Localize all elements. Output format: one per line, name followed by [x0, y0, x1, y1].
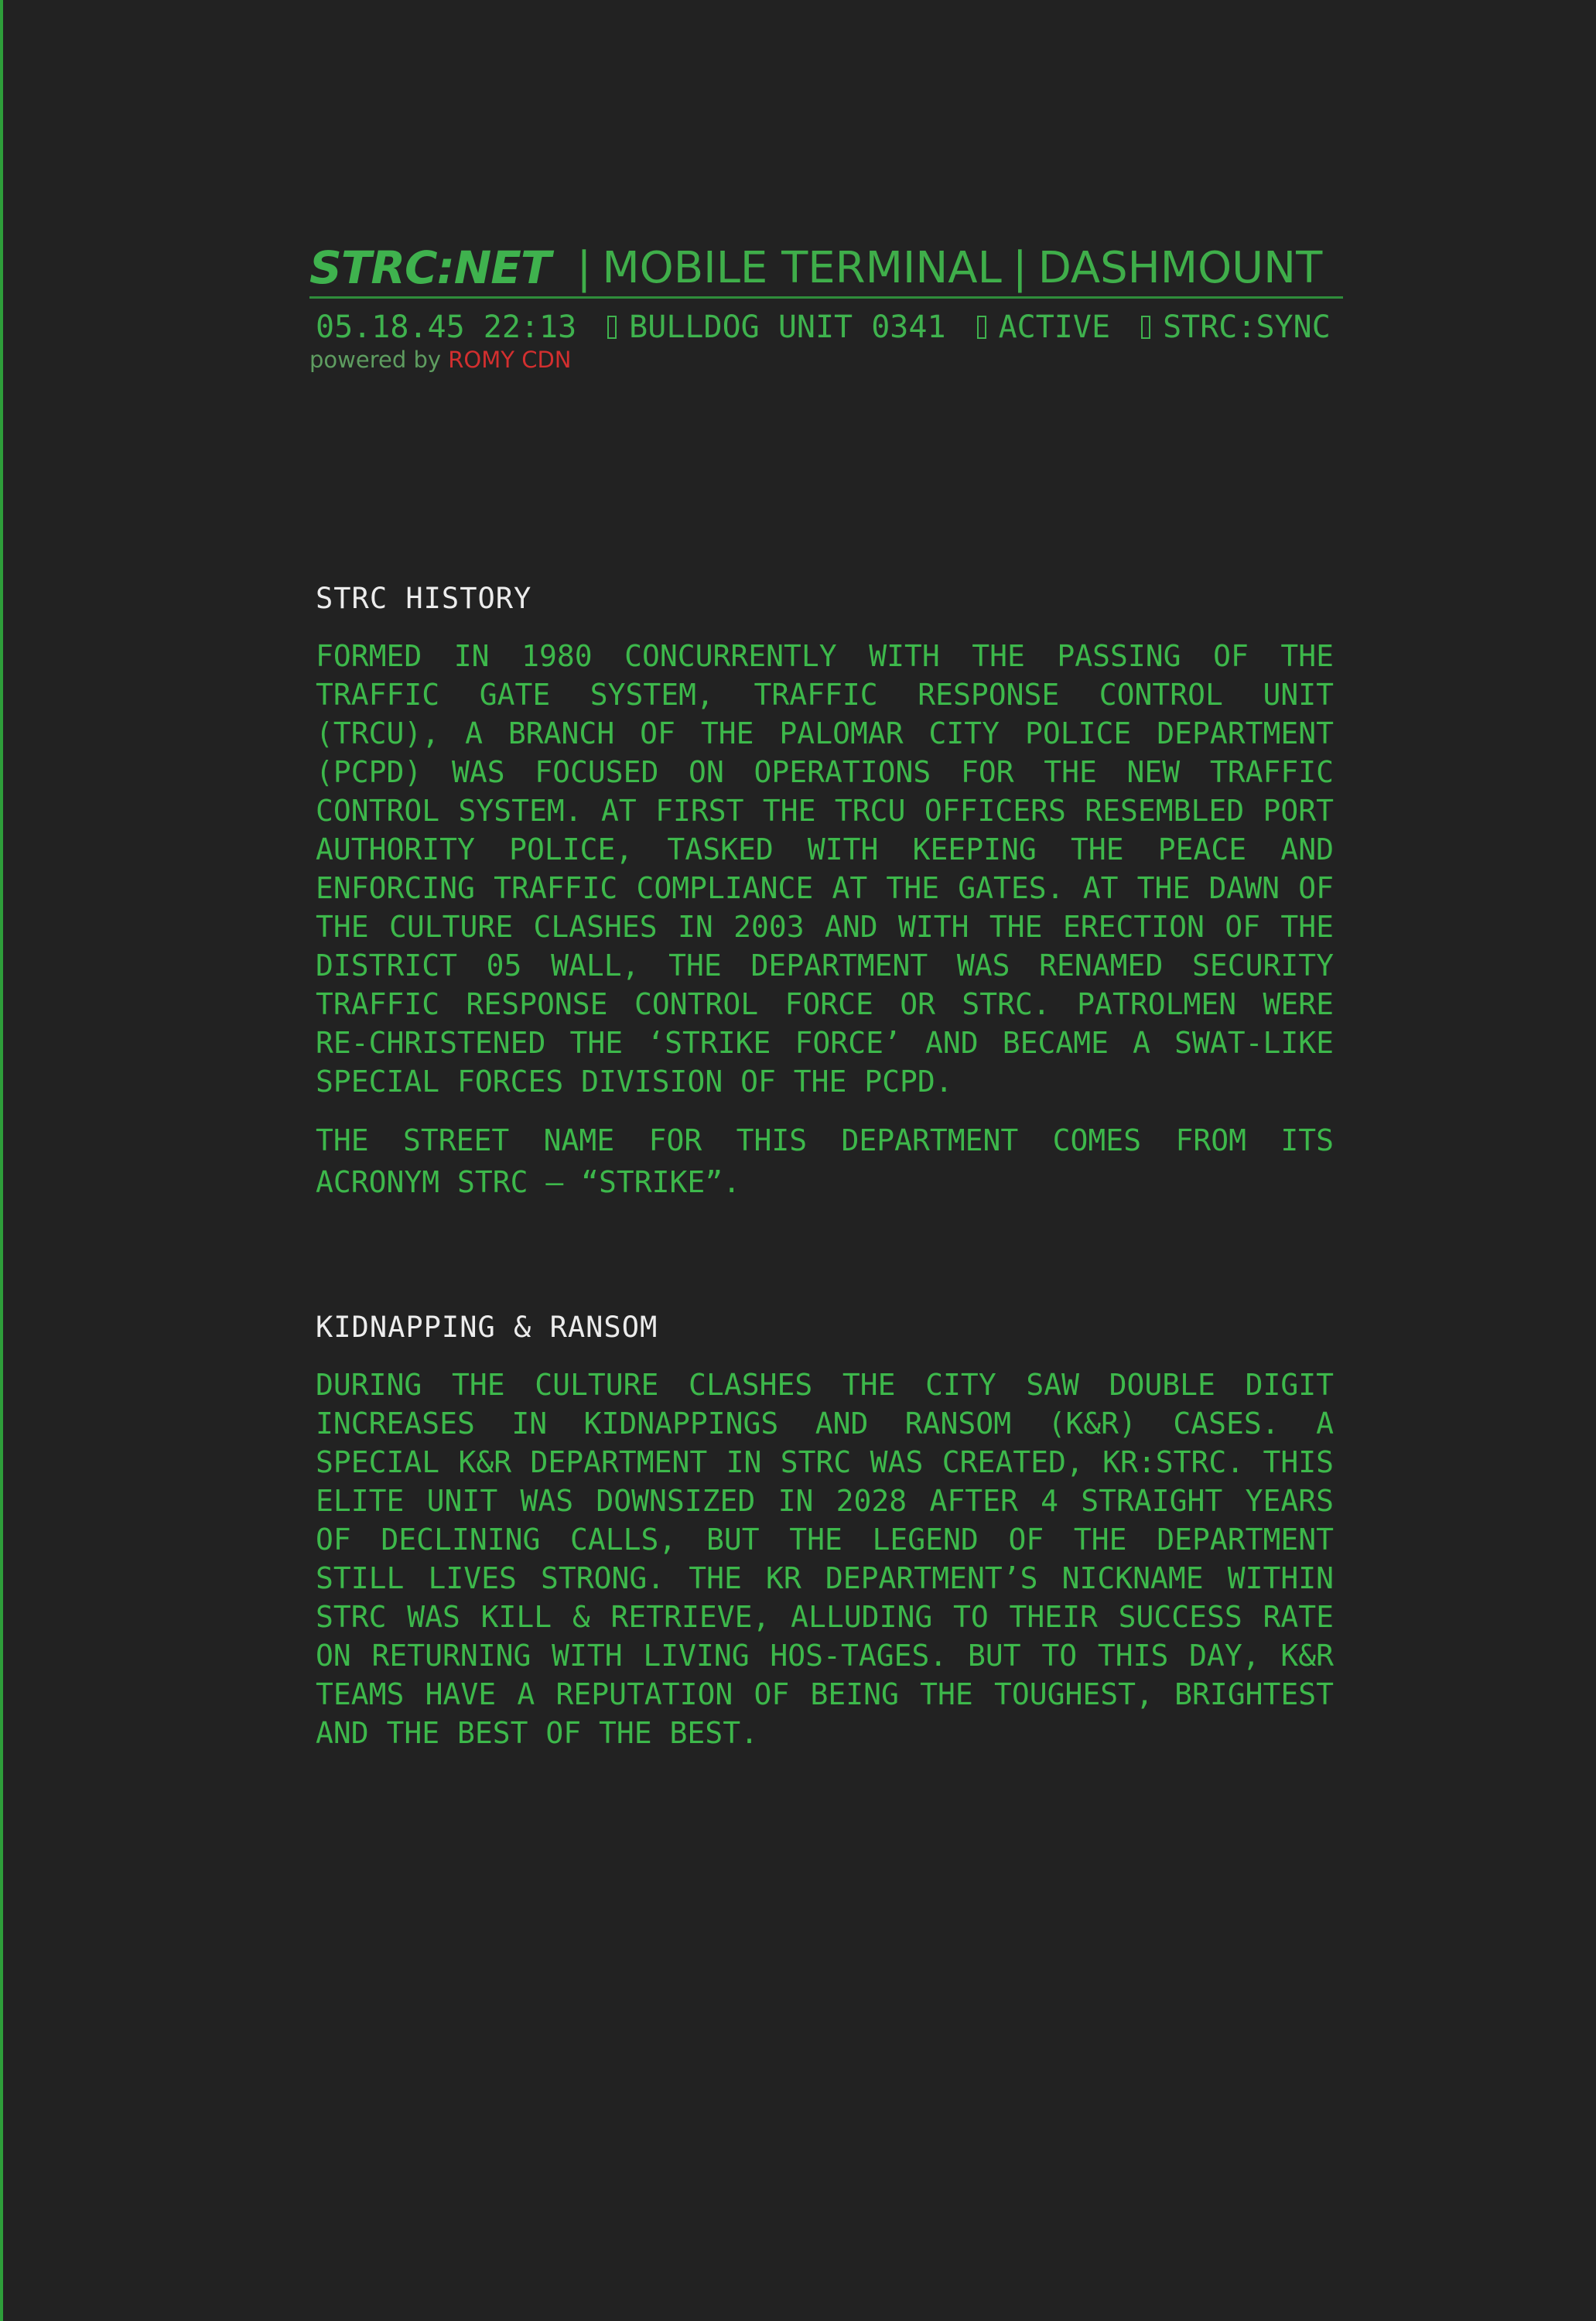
section-paragraph: DURING THE CULTURE CLASHES THE CITY SAW DOUBLE DIGIT INCREASES IN KIDNAPPINGS AND RANSOM (K&R) CASES. A SPECIAL K&R DEPARTMENT IN STRC WAS CREATED, KR:STRC. THIS ELITE UNIT WAS DOWNSIZED IN 2028 AFTER 4 STRAIGHT YEARS OF DECLINING CALLS, BUT THE LEGEND OF THE DEPARTMENT STILL LIVES STRONG. THE KR DEPARTMENT’S NICKNAME WITHIN STRC WAS KILL & RETRIEVE, ALLUDING TO THEIR SUCCESS RATE ON RETURNING WITH LIVING HOS-TAGES. BUT TO THIS DAY, K&R TEAMS HAVE A REPUTATION OF BEING THE TOUGHEST, BRIGHTEST AND THE BEST OF THE BEST. — [316, 1368, 1334, 1750]
page-title — [566, 243, 1323, 293]
status-unit: BULLDOG UNIT 0341 — [629, 309, 946, 345]
status-bar — [309, 309, 1343, 345]
section-heading: KIDNAPPING & RANSOM — [316, 1311, 658, 1344]
title-separator: | — [576, 243, 592, 293]
subtitle-text: DASHMOUNT — [1037, 243, 1323, 293]
brand-logo: STRC:NET — [309, 241, 551, 294]
unit-icon — [607, 316, 617, 339]
section-paragraph: THE STREET NAME FOR THIS DEPARTMENT COMES FROM ITS ACRONYM STRC – “STRIKE”. — [316, 1123, 1334, 1199]
status-sync: STRC:SYNC — [1163, 309, 1331, 345]
active-icon — [977, 316, 986, 339]
status-datetime: 05.18.45 22:13 — [316, 309, 577, 345]
section-strc-history — [316, 582, 1334, 1203]
powered-by-link[interactable]: ROMY CDN — [448, 347, 572, 373]
sync-icon — [1141, 316, 1150, 339]
left-accent-bar — [0, 0, 3, 2321]
title-line — [309, 220, 1343, 299]
title-text: MOBILE TERMINAL — [602, 243, 1002, 293]
powered-by-prefix: powered by — [309, 347, 442, 373]
terminal-header — [309, 220, 1343, 373]
status-state: ACTIVE — [998, 309, 1111, 345]
section-kidnapping-ransom — [316, 1311, 1334, 1752]
title-separator: | — [1012, 243, 1027, 293]
powered-by — [309, 347, 1343, 373]
section-heading: STRC HISTORY — [316, 582, 532, 615]
section-paragraph: FORMED IN 1980 CONCURRENTLY WITH THE PASSING OF THE TRAFFIC GATE SYSTEM, TRAFFIC RESPONSE CONTROL UNIT (TRCU), A BRANCH OF THE PALOMAR CITY POLICE DEPARTMENT (PCPD) WAS FOCUSED ON OPERATIONS FOR THE NEW TRAFFIC CONTROL SYSTEM. AT FIRST THE TRCU OFFICERS RESEMBLED PORT AUTHORITY POLICE, TASKED WITH KEEPING THE PEACE AND ENFORCING TRAFFIC COMPLIANCE AT THE GATES. AT THE DAWN OF THE CULTURE CLASHES IN 2003 AND WITH THE ERECTION OF THE DISTRICT 05 WALL, THE DEPARTMENT WAS RENAMED SECURITY TRAFFIC RESPONSE CONTROL FORCE OR STRC. PATROLMEN WERE RE-CHRISTENED THE ‘STRIKE FORCE’ AND BECAME A SWAT-LIKE SPECIAL FORCES DIVISION OF THE PCPD. — [316, 639, 1334, 1099]
